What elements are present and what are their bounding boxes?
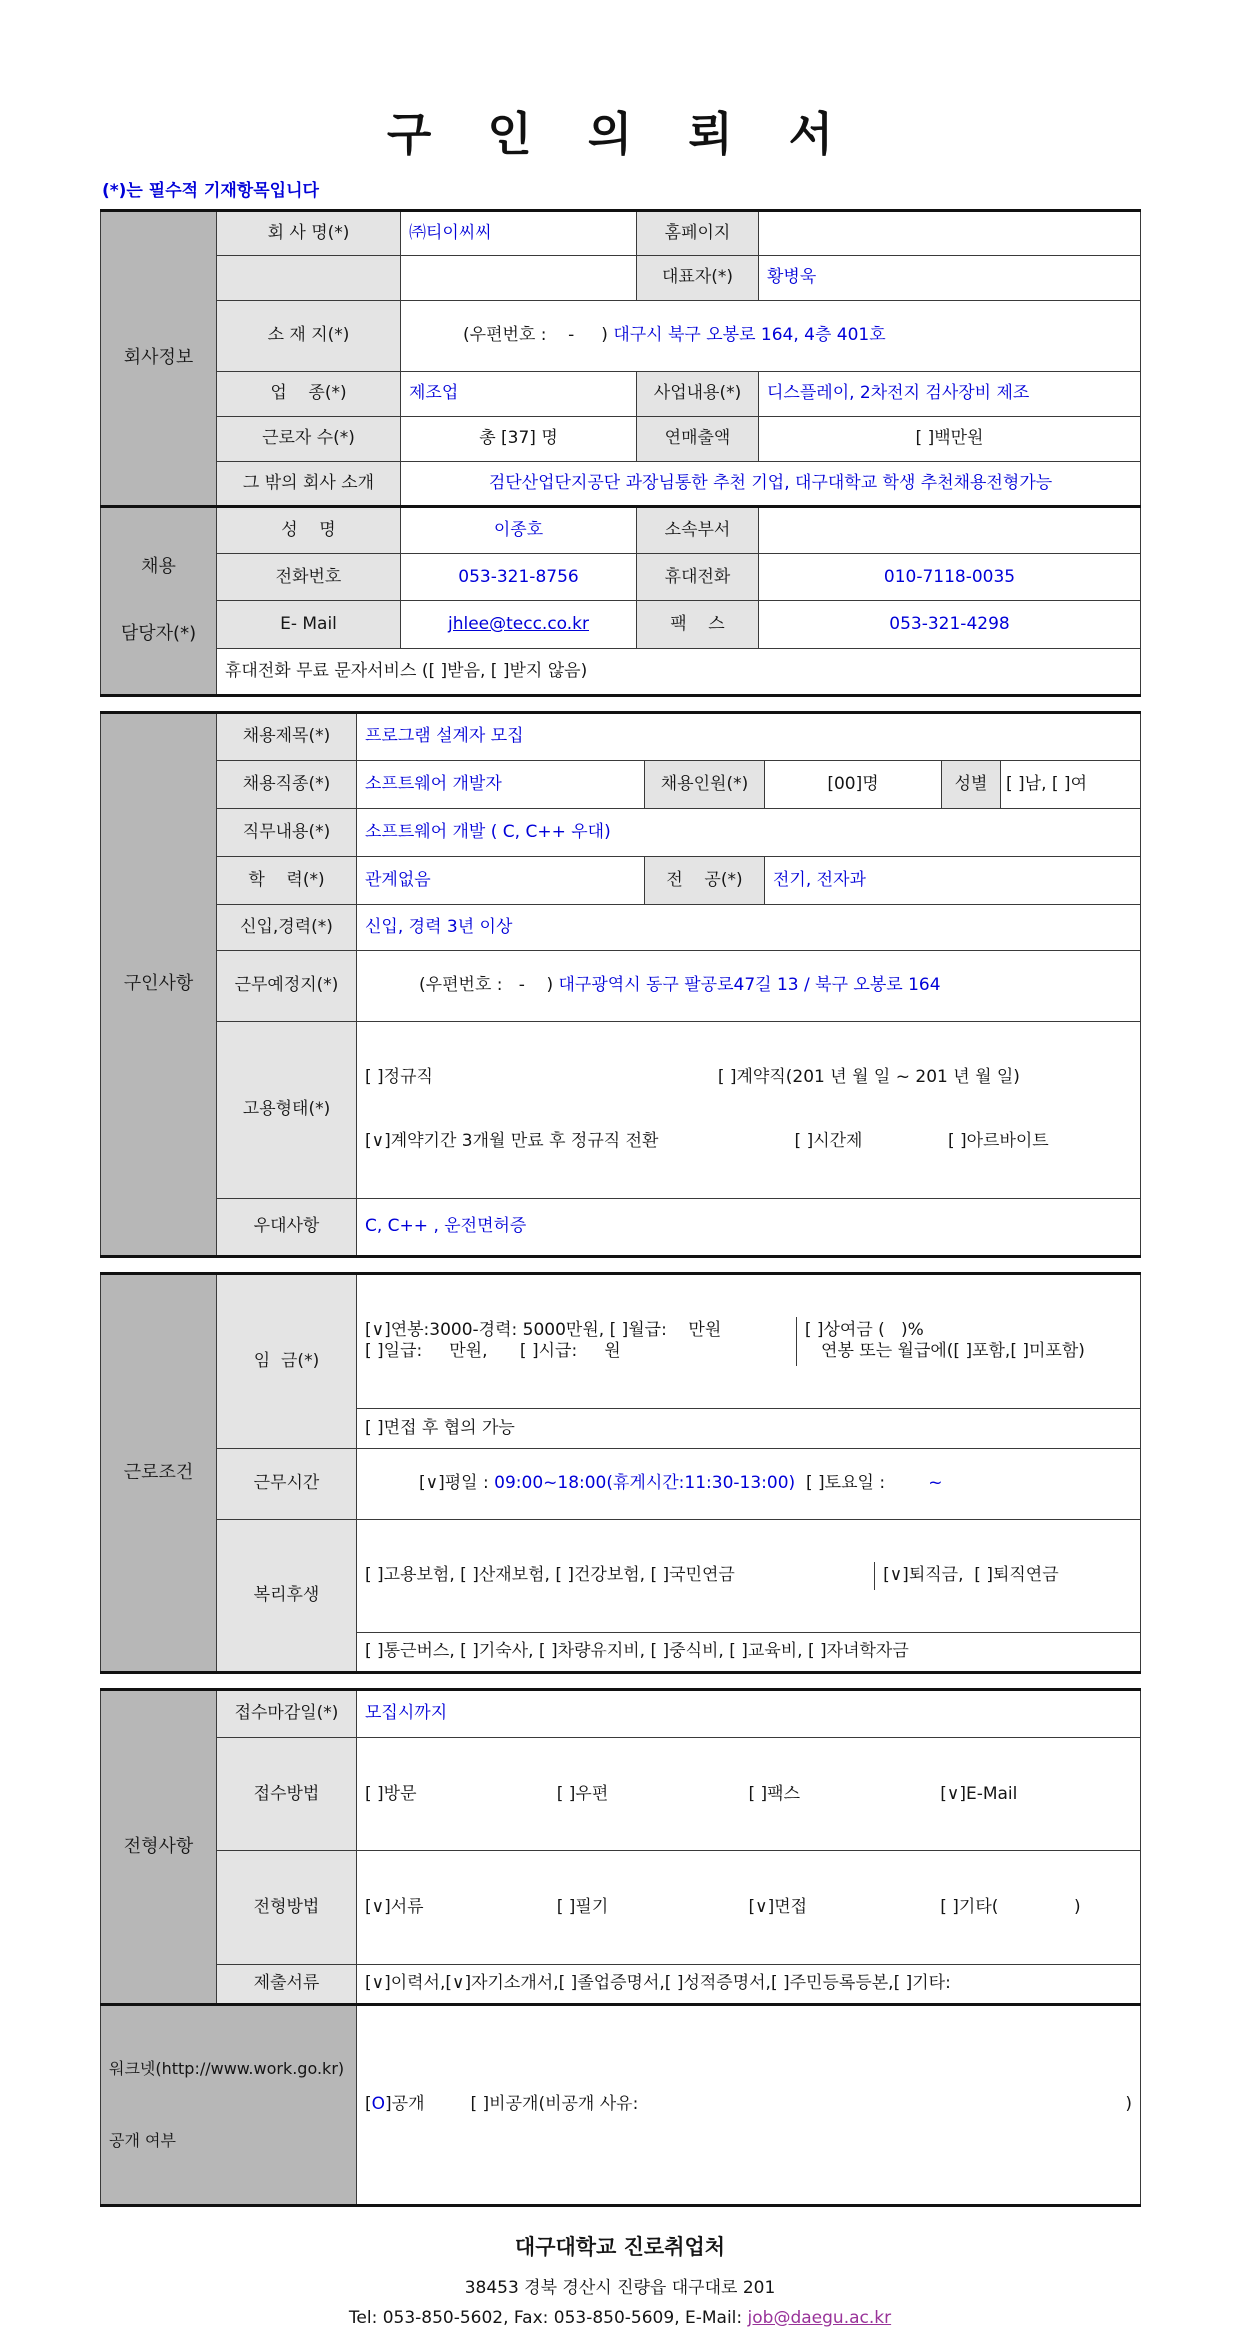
welfare-row2-cell: [ ]통근버스, [ ]기숙사, [ ]차량유지비, [ ]중식비, [ ]교육비, [ ]자녀학자금 xyxy=(357,1633,1141,1673)
career-value: 신입, 경력 3년 이상 xyxy=(357,904,1141,950)
work-hours-value: 09:00~18:00(휴게시간:11:30-13:00) xyxy=(494,1473,796,1494)
welfare-retirement-part: [∨]퇴직금, [ ]퇴직연금 xyxy=(883,1565,1059,1586)
job-request-table xyxy=(100,711,1141,1258)
section-recruiter xyxy=(101,506,217,695)
apply-mail-option: [ ]우편 xyxy=(556,1783,609,1804)
work-hours-weekday-prefix: [∨]평일 : xyxy=(419,1473,495,1494)
company-info-table xyxy=(100,209,1141,697)
work-hours-saturday: [ ]토요일 : xyxy=(795,1473,929,1494)
headcount-value: [00]명 xyxy=(765,760,942,808)
recruiter-email-link[interactable]: jhlee@tecc.co.kr xyxy=(401,601,637,648)
dept-value xyxy=(759,506,1141,553)
apply-email-option: [∨]E-Mail xyxy=(940,1783,1018,1804)
salary-line2: [ ]일급: 만원, [ ]시급: 원 xyxy=(365,1341,621,1362)
empty-label-cell xyxy=(217,256,401,301)
occupation-value: 소프트웨어 개발자 xyxy=(357,760,645,808)
worknet-open-bracket: [ xyxy=(365,2093,372,2114)
welfare-split xyxy=(357,1562,1140,1589)
recruiter-name-label: 성 명 xyxy=(217,506,401,553)
employment-type-cell xyxy=(357,1021,1141,1198)
business-value: 디스플레이, 2차전지 검사장비 제조 xyxy=(759,371,1141,416)
work-hours-label: 근무시간 xyxy=(217,1449,357,1520)
worknet-open-mark: O xyxy=(371,2093,386,2114)
section-recruiter-line1: 채용 xyxy=(141,555,176,577)
salary-label: 임 금(*) xyxy=(217,1273,357,1449)
job-title-value: 프로그램 설계자 모집 xyxy=(357,712,1141,760)
form-content xyxy=(100,0,1140,2328)
welfare-row1-cell xyxy=(357,1519,1141,1632)
deadline-value: 모집시까지 xyxy=(357,1690,1141,1738)
salary-cell xyxy=(357,1273,1141,1409)
emptype-contract-convert-option: [∨]계약기간 3개월 만료 후 정규직 전환 xyxy=(365,1130,659,1151)
education-label: 학 력(*) xyxy=(217,856,357,904)
salary-amount-part xyxy=(357,1317,797,1366)
screening-interview-option: [∨]면접 xyxy=(748,1896,808,1917)
section-job-request: 구인사항 xyxy=(101,712,217,1256)
screening-method-cell xyxy=(357,1851,1141,1964)
address-value: 대구시 북구 오봉로 164, 4층 401호 xyxy=(613,325,886,346)
worknet-open-option xyxy=(365,2094,638,2115)
worknet-url-line: 워크넷(http://www.work.go.kr) xyxy=(109,2058,345,2078)
preference-value: C, C++ , 운전면허증 xyxy=(357,1198,1141,1256)
section-company-info: 회사정보 xyxy=(101,211,217,507)
revenue-value: [ ]백만원 xyxy=(759,416,1141,461)
occupation-label: 채용직종(*) xyxy=(217,760,357,808)
salary-line1: [∨]연봉:3000-경력: 5000만원, [ ]월급: 만원 xyxy=(365,1320,722,1340)
industry-value: 제조업 xyxy=(401,371,637,416)
gender-label: 성별 xyxy=(942,760,1001,808)
apply-method-options xyxy=(365,1784,1132,1805)
section-screening: 전형사항 xyxy=(101,1690,217,2005)
workers-value: 총 [37] 명 xyxy=(401,416,637,461)
footer-organization: 대구대학교 진로취업처 xyxy=(514,2233,726,2259)
employment-type-label: 고용형태(*) xyxy=(217,1021,357,1198)
company-intro-label: 그 밖의 회사 소개 xyxy=(217,461,401,506)
emptype-parttime-option: [ ]시간제 xyxy=(794,1130,863,1151)
postal-code-prefix: (우편번호 : - ) xyxy=(463,325,614,346)
phone-value: 053-321-8756 xyxy=(401,554,637,601)
footer xyxy=(100,2231,1140,2328)
screening-table xyxy=(100,1688,1141,2207)
section-working-conditions: 근로조건 xyxy=(101,1273,217,1673)
welfare-insurance-part: [ ]고용보험, [ ]산재보험, [ ]건강보험, [ ]국민연금 xyxy=(357,1562,875,1589)
homepage-label: 홈페이지 xyxy=(637,211,759,256)
recruiter-name-value: 이종호 xyxy=(401,506,637,553)
fax-value: 053-321-4298 xyxy=(759,601,1141,648)
emptype-contract-option: [ ]계약직(201 년 월 일 ~ 201 년 월 일) xyxy=(717,1067,1020,1087)
worknet-disclosure-line: 공개 여부 xyxy=(109,2130,176,2150)
required-docs-value: [∨]이력서,[∨]자기소개서,[ ]졸업증명서,[ ]성적증명서,[ ]주민등록등본,[ ]기타: xyxy=(357,1964,1141,2004)
workers-label: 근로자 수(*) xyxy=(217,416,401,461)
education-value: 관계없음 xyxy=(357,856,645,904)
ceo-label: 대표자(*) xyxy=(637,256,759,301)
preference-label: 우대사항 xyxy=(217,1198,357,1256)
revenue-label: 연매출액 xyxy=(637,416,759,461)
screening-docs-option: [∨]서류 xyxy=(365,1896,424,1917)
emptype-arbeit-option: [ ]아르바이트 xyxy=(947,1130,1049,1151)
section-recruiter-line2: 담당자(*) xyxy=(120,623,197,645)
company-intro-value: 검단산업단지공단 과장님통한 추천 기업, 대구대학교 학생 추천채용전형가능 xyxy=(401,461,1141,506)
emptype-regular-option: [ ]정규직 xyxy=(365,1067,433,1087)
welfare-label: 복리후생 xyxy=(217,1519,357,1672)
screening-method-label: 전형방법 xyxy=(217,1851,357,1964)
company-name-label: 회 사 명(*) xyxy=(217,211,401,256)
work-location-cell xyxy=(357,950,1141,1021)
employment-type-line1 xyxy=(365,1067,1132,1088)
screening-written-option: [ ]필기 xyxy=(556,1896,609,1917)
worknet-disclosure-cell xyxy=(357,2004,1141,2205)
worknet-disclosure-options xyxy=(365,2094,1132,2115)
major-label: 전 공(*) xyxy=(645,856,765,904)
work-hours-cell xyxy=(357,1449,1141,1520)
address-label: 소 재 지(*) xyxy=(217,301,401,372)
employment-type-line2 xyxy=(365,1131,1132,1152)
duties-value: 소프트웨어 개발 ( C, C++ 우대) xyxy=(357,808,1141,856)
mobile-label: 휴대전화 xyxy=(637,554,759,601)
salary-negotiable-note: [ ]면접 후 협의 가능 xyxy=(357,1409,1141,1449)
required-fields-note: (*)는 필수적 기재항목입니다 xyxy=(102,181,319,201)
gender-value: [ ]남, [ ]여 xyxy=(1001,760,1141,808)
email-label: E- Mail xyxy=(217,601,401,648)
job-title-label: 채용제목(*) xyxy=(217,712,357,760)
page-title: 구 인 의 뢰 서 xyxy=(386,107,854,161)
mobile-value: 010-7118-0035 xyxy=(759,554,1141,601)
work-hours-tilde: ~ xyxy=(928,1473,943,1494)
work-location-value: 대구광역시 동구 팔공로47길 13 / 북구 오봉로 164 xyxy=(558,975,941,995)
fax-label: 팩 스 xyxy=(637,601,759,648)
work-location-label: 근무예정지(*) xyxy=(217,950,357,1021)
address-value-cell xyxy=(401,301,1141,372)
career-label: 신입,경력(*) xyxy=(217,904,357,950)
footer-email-link[interactable]: job@daegu.ac.kr xyxy=(747,2307,892,2328)
phone-label: 전화번호 xyxy=(217,554,401,601)
major-value: 전기, 전자과 xyxy=(765,856,1141,904)
worknet-closed-option: [ ]비공개(비공개 사유: xyxy=(470,2093,639,2114)
headcount-label: 채용인원(*) xyxy=(645,760,765,808)
duties-label: 직무내용(*) xyxy=(217,808,357,856)
company-name-value: ㈜티이씨씨 xyxy=(401,211,637,256)
footer-contact xyxy=(100,2308,1140,2328)
homepage-value xyxy=(759,211,1141,256)
screening-other-option: [ ]기타( ) xyxy=(940,1896,1081,1917)
sms-service-note: 휴대전화 무료 문자서비스 ([ ]받음, [ ]받지 않음) xyxy=(217,648,1141,695)
work-location-postal-prefix: (우편번호 : - ) xyxy=(419,975,559,995)
ceo-value: 황병욱 xyxy=(759,256,1141,301)
working-conditions-table xyxy=(100,1272,1141,1675)
screening-method-options xyxy=(365,1897,1132,1918)
worknet-close-paren: ) xyxy=(1125,2093,1132,2114)
industry-label: 업 종(*) xyxy=(217,371,401,416)
deadline-label: 접수마감일(*) xyxy=(217,1690,357,1738)
bonus-line1: [ ]상여금 ( )% xyxy=(804,1320,924,1340)
footer-address: 38453 경북 경산시 진량읍 대구대로 201 xyxy=(464,2277,776,2298)
required-docs-label: 제출서류 xyxy=(217,1964,357,2004)
bonus-line2: 연봉 또는 월급에([ ]포함,[ ]미포함) xyxy=(804,1341,1085,1362)
worknet-open-label: ]공개 xyxy=(385,2093,425,2114)
apply-fax-option: [ ]팩스 xyxy=(748,1783,801,1804)
salary-split xyxy=(357,1317,1140,1366)
apply-method-label: 접수방법 xyxy=(217,1738,357,1851)
empty-value-cell xyxy=(401,256,637,301)
apply-visit-option: [ ]방문 xyxy=(365,1783,417,1804)
dept-label: 소속부서 xyxy=(637,506,759,553)
worknet-disclosure-label xyxy=(101,2004,357,2205)
apply-method-cell xyxy=(357,1738,1141,1851)
business-label: 사업내용(*) xyxy=(637,371,759,416)
footer-contact-prefix: Tel: 053-850-5602, Fax: 053-850-5609, E-Mail: xyxy=(348,2307,748,2328)
bonus-part xyxy=(797,1317,1140,1366)
